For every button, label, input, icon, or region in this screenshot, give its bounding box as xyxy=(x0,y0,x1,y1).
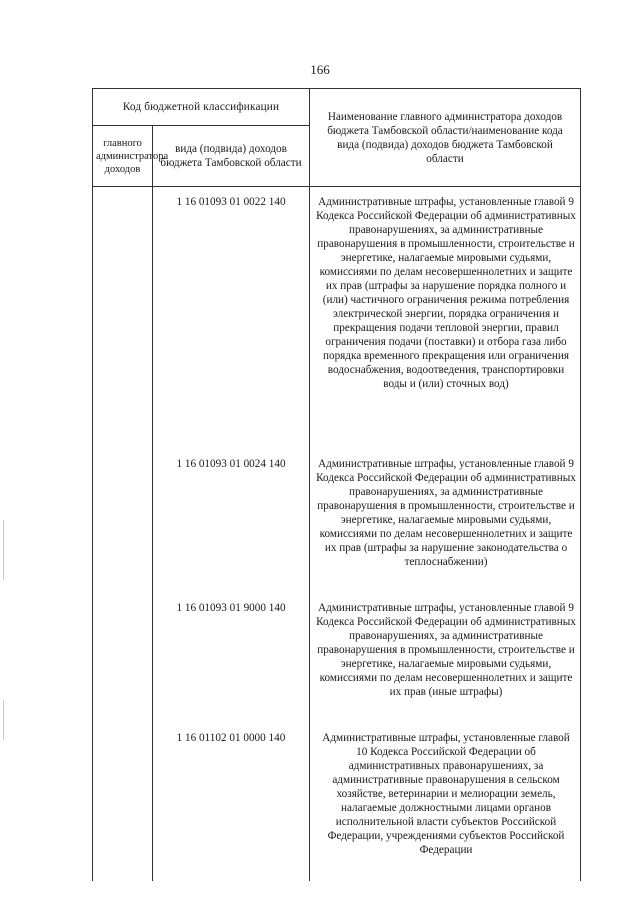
table-row xyxy=(93,593,581,723)
income-code-cell: 1 16 01102 01 0000 140 xyxy=(153,723,310,881)
income-code-cell: 1 16 01093 01 0024 140 xyxy=(153,449,310,593)
scan-edge-mark xyxy=(3,700,4,740)
budget-classification-table xyxy=(92,88,581,881)
header-budget-classification-code: Код бюджетной классификации xyxy=(93,89,310,126)
table-row xyxy=(93,187,581,450)
admin-code-cell xyxy=(93,187,153,450)
table-row xyxy=(93,723,581,881)
admin-code-cell xyxy=(93,449,153,593)
scan-edge-mark xyxy=(3,520,4,580)
income-description-cell: Административные штрафы, установленные главой 9 Кодекса Российской Федерации об административных правонарушениях, за административные правонарушения в промышленности, строительстве и энергетике, налагаемые мировыми судьями, комиссиями по делам несовершеннолетних и защите их прав (штрафы за нарушение порядка полного и (или) частичного ограничения режима потребления электрической энергии, порядка ограничения и прекращения подачи тепловой энергии, правил ограничения подачи (поставки) и отбора газа либо порядка временного прекращения или ограничения водоснабжения, водоотведения, транспортировки воды и (или) сточных вод) xyxy=(310,187,581,450)
header-name-column: Наименование главного администратора доходов бюджета Тамбовской области/наименование кода вида (подвида) доходов бюджета Тамбовской области xyxy=(310,89,581,187)
page-number: 166 xyxy=(310,62,330,77)
header-admin-column: главного администратора доходов xyxy=(93,126,153,187)
header-row-group xyxy=(93,89,581,126)
admin-code-cell xyxy=(93,593,153,723)
income-description-cell: Административные штрафы, установленные главой 10 Кодекса Российской Федерации об административных правонарушениях, за административные правонарушения в сельском хозяйстве, ветеринарии и мелиорации земель, налагаемые должностными лицами органов исполнительной власти субъектов Российской Федерации, учреждениями субъектов Российской Федерации xyxy=(310,723,581,881)
table-row xyxy=(93,449,581,593)
header-type-column: вида (подвида) доходов бюджета Тамбовской области xyxy=(153,126,310,187)
income-description-cell: Административные штрафы, установленные главой 9 Кодекса Российской Федерации об административных правонарушениях, за административные правонарушения в промышленности, строительстве и энергетике, налагаемые мировыми судьями, комиссиями по делам несовершеннолетних и защите их прав (штрафы за нарушение законодательства о теплоснабжении) xyxy=(310,449,581,593)
income-description-cell: Административные штрафы, установленные главой 9 Кодекса Российской Федерации об административных правонарушениях, за административные правонарушения в промышленности, строительстве и энергетике, налагаемые мировыми судьями, комиссиями по делам несовершеннолетних и защите их прав (иные штрафы) xyxy=(310,593,581,723)
admin-code-cell xyxy=(93,723,153,881)
income-code-cell: 1 16 01093 01 9000 140 xyxy=(153,593,310,723)
income-code-cell: 1 16 01093 01 0022 140 xyxy=(153,187,310,450)
